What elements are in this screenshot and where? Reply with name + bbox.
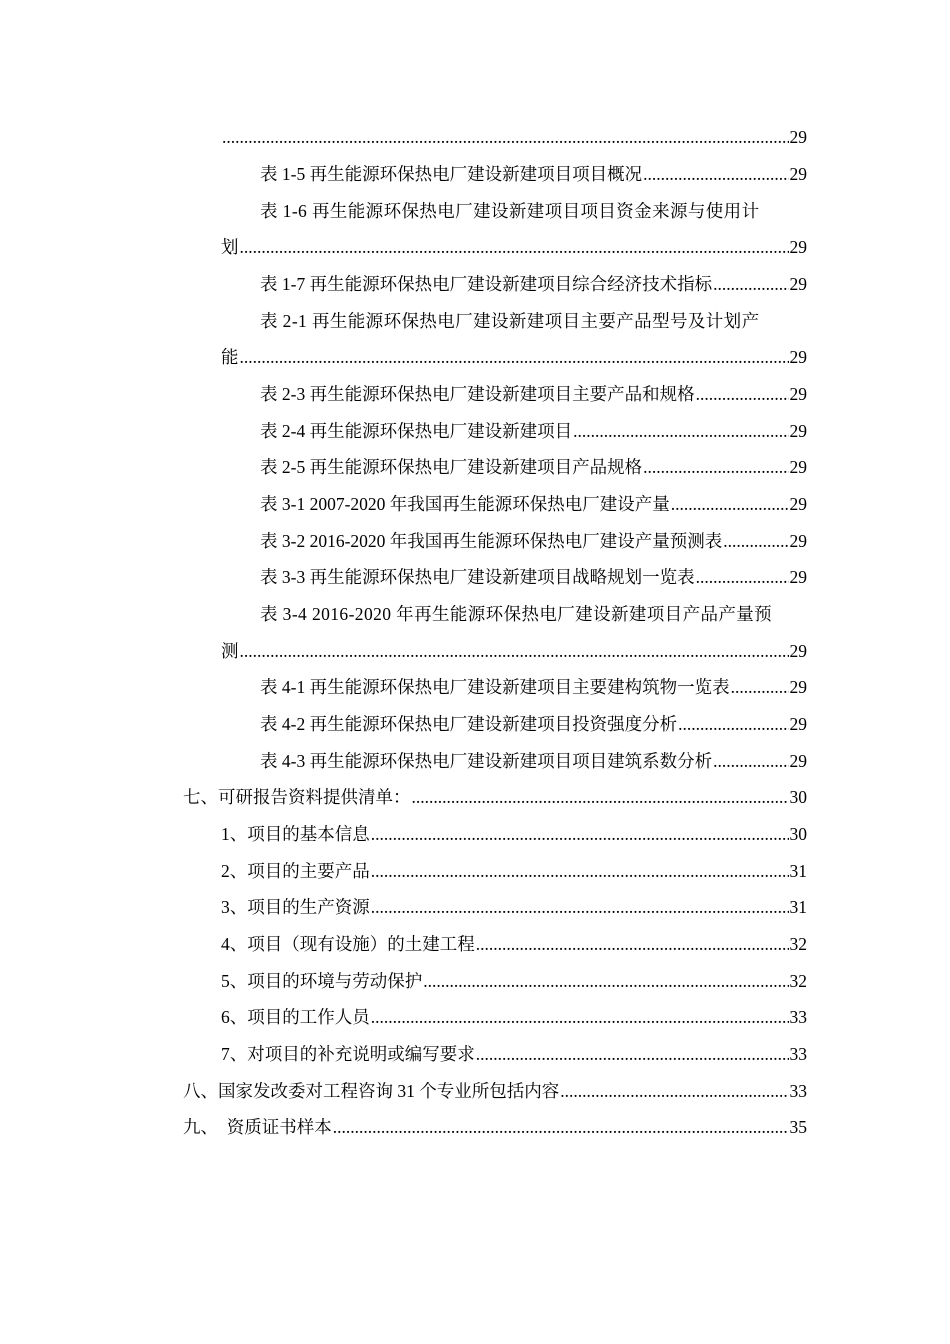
toc-entry-item-6[interactable]: [221, 1006, 807, 1028]
toc-entry-item-5[interactable]: [221, 970, 807, 992]
toc-entry-text: 5、项目的环境与劳动保护: [221, 971, 423, 991]
toc-leader-dots: [240, 640, 789, 662]
toc-entry-table-3-3[interactable]: [260, 566, 807, 588]
toc-entry-text: 划: [221, 237, 239, 257]
toc-leader-dots: [222, 126, 789, 148]
toc-entry-page: 35: [789, 1117, 807, 1137]
toc-entry-table-1-6[interactable]: [260, 200, 807, 222]
toc-entry-item-4[interactable]: [221, 933, 807, 955]
toc-entry-page: 29: [789, 274, 807, 294]
toc-entry-page: 29: [789, 494, 807, 514]
toc-entry-page: 31: [789, 861, 807, 881]
toc-entry-section-9[interactable]: [183, 1116, 807, 1138]
toc-entry-page: 33: [789, 1044, 807, 1064]
toc-entry-text: 表 3-1 2007-2020 年我国再生能源环保热电厂建设产量: [260, 494, 670, 514]
toc-leader-dots: [333, 1116, 789, 1138]
toc-entry-table-3-2[interactable]: [260, 530, 807, 552]
toc-entry-page: 29: [789, 347, 807, 367]
toc-entry-table-3-4-cont[interactable]: [221, 640, 807, 662]
toc-entry-table-1-5[interactable]: [260, 163, 807, 185]
toc-entry-text: 6、项目的工作人员: [221, 1007, 370, 1027]
toc-entry-table-4-1[interactable]: [260, 676, 807, 698]
toc-entry-page: 29: [789, 421, 807, 441]
toc-entry-page: 29: [789, 641, 807, 661]
toc-entry-text: 表 4-1 再生能源环保热电厂建设新建项目主要建构筑物一览表: [260, 677, 730, 697]
toc-entry-table-1-7[interactable]: [260, 273, 807, 295]
toc-entry-text: 八、国家发改委对工程咨询 31 个专业所包括内容: [183, 1081, 560, 1101]
toc-entry-page: 31: [789, 897, 807, 917]
toc-entry-text: 表 4-3 再生能源环保热电厂建设新建项目项目建筑系数分析: [260, 751, 713, 771]
toc-entry-page: 33: [789, 1081, 807, 1101]
toc-entry-text: 能: [221, 347, 239, 367]
toc-entry-text: 表 2-5 再生能源环保热电厂建设新建项目产品规格: [260, 457, 643, 477]
toc-leader-dots: [371, 823, 789, 845]
toc-entry-table-2-5[interactable]: [260, 456, 807, 478]
toc-leader-dots: [476, 933, 789, 955]
toc-entry-page: 32: [789, 934, 807, 954]
toc-entry-page: 29: [789, 457, 807, 477]
toc-entry-section-7[interactable]: [183, 786, 807, 808]
toc-entry-text: 表 1-5 再生能源环保热电厂建设新建项目项目概况: [260, 164, 643, 184]
toc-leader-dots: [371, 860, 789, 882]
toc-entry-section-8[interactable]: [183, 1080, 807, 1102]
toc-leader-dots: [731, 676, 789, 698]
toc-entry-table-2-1-cont[interactable]: [221, 346, 807, 368]
toc-entry-text: 七、可研报告资料提供清单：: [183, 787, 411, 807]
toc-leader-dots: [696, 383, 789, 405]
toc-entry-page: 29: [789, 567, 807, 587]
toc-entry-table-3-1[interactable]: [260, 493, 807, 515]
toc-entry-item-2[interactable]: [221, 860, 807, 882]
toc-entry-text: 1、项目的基本信息: [221, 824, 370, 844]
toc-leader-dots: [671, 493, 789, 515]
toc-leader-dots: [573, 420, 788, 442]
toc-leader-dots: [643, 163, 788, 185]
toc-entry-table-2-1[interactable]: [260, 310, 807, 332]
toc-leader-dots: [678, 713, 788, 735]
toc-entry-text: 九、 资质证书样本: [183, 1117, 332, 1137]
toc-entry-table-4-2[interactable]: [260, 713, 807, 735]
toc-leader-dots: [371, 1006, 789, 1028]
toc-entry-page: 29: [789, 384, 807, 404]
toc-entry-page: 29: [789, 237, 807, 257]
toc-entry-page: 30: [789, 824, 807, 844]
toc-entry-continuation[interactable]: [221, 126, 807, 148]
toc-entry-text: 7、对项目的补充说明或编写要求: [221, 1044, 475, 1064]
toc-entry-text: 表 2-3 再生能源环保热电厂建设新建项目主要产品和规格: [260, 384, 695, 404]
toc-leader-dots: [412, 786, 789, 808]
toc-entry-item-1[interactable]: [221, 823, 807, 845]
toc-entry-page: 29: [789, 714, 807, 734]
toc-leader-dots: [240, 236, 789, 258]
toc-entry-table-2-3[interactable]: [260, 383, 807, 405]
toc-leader-dots: [476, 1043, 789, 1065]
toc-entry-page: 33: [789, 1007, 807, 1027]
toc-entry-text: 表 3-3 再生能源环保热电厂建设新建项目战略规划一览表: [260, 567, 695, 587]
toc-leader-dots: [423, 970, 788, 992]
toc-entry-item-7[interactable]: [221, 1043, 807, 1065]
toc-leader-dots: [696, 566, 789, 588]
toc-entry-text: 表 4-2 再生能源环保热电厂建设新建项目投资强度分析: [260, 714, 678, 734]
toc-entry-text: 表 2-1 再生能源环保热电厂建设新建项目主要产品型号及计划产: [260, 311, 760, 331]
toc-entry-text: 2、项目的主要产品: [221, 861, 370, 881]
toc-leader-dots: [713, 273, 788, 295]
toc-entry-text: 表 2-4 再生能源环保热电厂建设新建项目: [260, 421, 573, 441]
toc-entry-text: 表 3-4 2016-2020 年再生能源环保热电厂建设新建项目产品产量预: [260, 604, 773, 624]
toc-leader-dots: [643, 456, 788, 478]
toc-entry-page: 30: [789, 787, 807, 807]
toc-entry-text: 测: [221, 641, 239, 661]
toc-entry-item-3[interactable]: [221, 896, 807, 918]
toc-leader-dots: [240, 346, 789, 368]
toc-entry-text: 4、项目（现有设施）的土建工程: [221, 934, 475, 954]
toc-entry-text: 3、项目的生产资源: [221, 897, 370, 917]
toc-entry-text: 表 3-2 2016-2020 年我国再生能源环保热电厂建设产量预测表: [260, 531, 723, 551]
toc-entry-page: 32: [789, 971, 807, 991]
toc-entry-page: 29: [789, 677, 807, 697]
toc-entry-table-1-6-cont[interactable]: [221, 236, 807, 258]
toc-leader-dots: [371, 896, 789, 918]
toc-entry-text: 表 1-7 再生能源环保热电厂建设新建项目综合经济技术指标: [260, 274, 713, 294]
toc-leader-dots: [713, 750, 788, 772]
toc-leader-dots: [723, 530, 788, 552]
toc-entry-table-3-4[interactable]: [260, 603, 807, 625]
toc-entry-page: 29: [789, 531, 807, 551]
toc-entry-page: 29: [789, 127, 807, 147]
toc-entry-page: 29: [789, 164, 807, 184]
toc-entry-page: 29: [789, 751, 807, 771]
toc-entry-table-2-4[interactable]: [260, 420, 807, 442]
toc-entry-table-4-3[interactable]: [260, 750, 807, 772]
toc-entry-text: 表 1-6 再生能源环保热电厂建设新建项目项目资金来源与使用计: [260, 201, 760, 221]
toc-leader-dots: [560, 1080, 788, 1102]
